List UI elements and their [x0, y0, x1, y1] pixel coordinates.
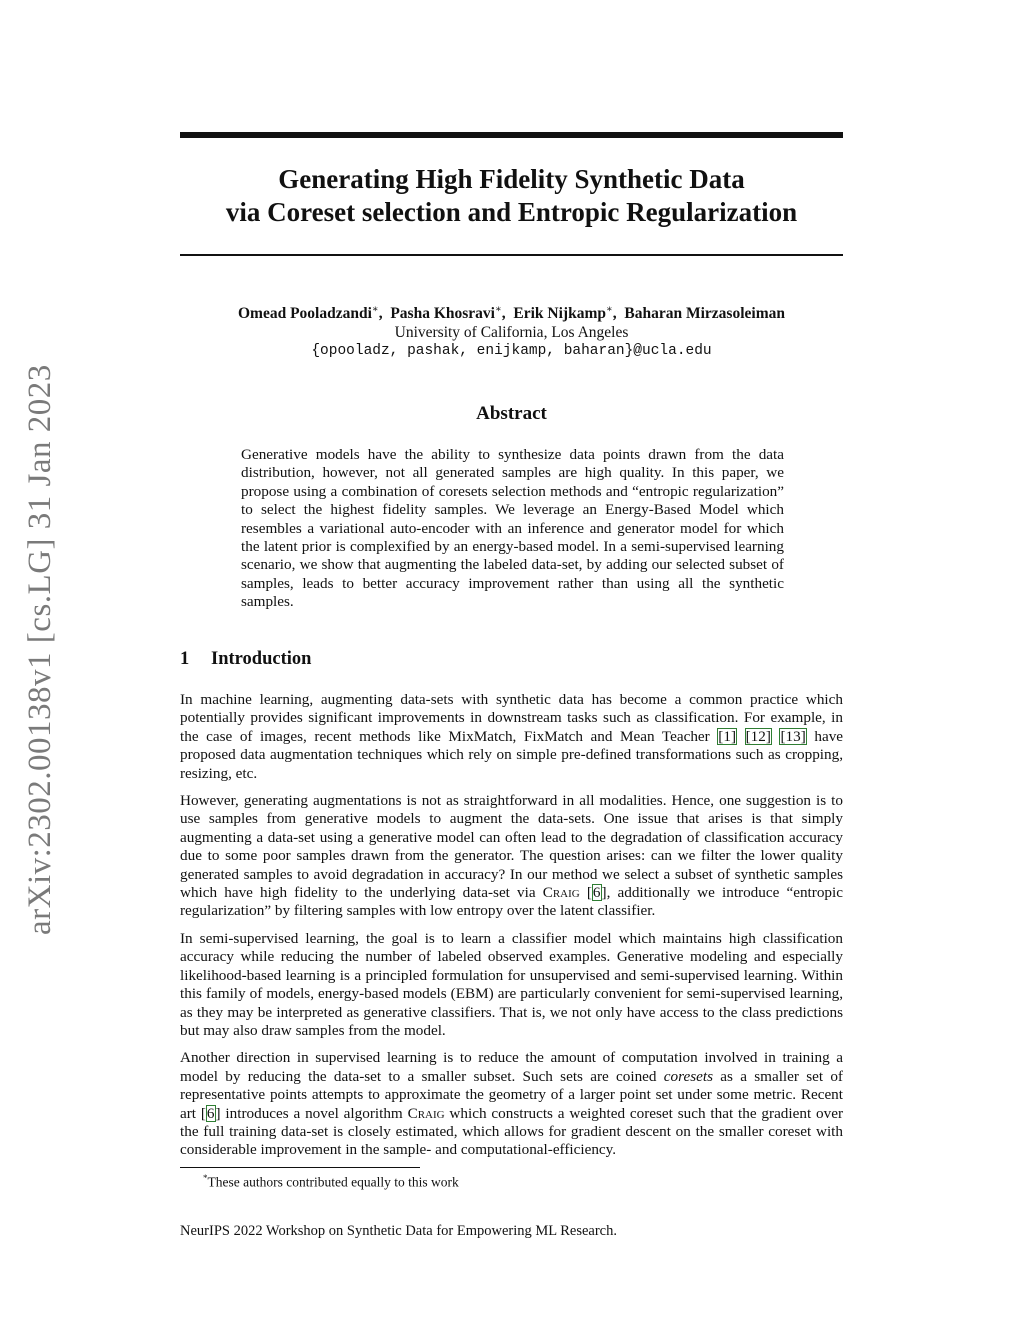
paragraph [180, 691, 843, 783]
author-list [180, 300, 843, 323]
paragraph-text: ] introduces a novel algorithm [215, 1104, 408, 1122]
equal-contribution-mark: ∗ [605, 304, 613, 315]
paragraph-text: have proposed data augmentation techniques which rely on simple pre-defined transformations such as cropping, resizing, etc. [180, 727, 844, 782]
paragraph-text: , additionally we introduce “entropic regularization” by filtering samples with low entropy over the latent classifier. [180, 884, 843, 920]
craig-method-name: Craig [407, 1104, 445, 1122]
paragraph-text: which constructs a weighted coreset such that the gradient over the full training data-set is closely estimated, which allows for gradient descent on the smaller coreset with considerable improvement in the sample- and computational-efficiency. [180, 1104, 843, 1159]
author-name: Baharan Mirzasoleiman [624, 305, 785, 323]
author-separator: , [378, 305, 383, 323]
author-name: Pasha Khosravi [390, 305, 495, 323]
equal-contribution-mark: ∗ [494, 304, 502, 315]
citation-link[interactable]: [12] [745, 727, 771, 745]
emphasis-coresets: coresets [663, 1067, 714, 1085]
author-separator: , [501, 305, 506, 323]
section-number: 1 [180, 649, 190, 669]
author-name: Omead Pooladzandi [237, 305, 372, 323]
paragraph-text: as a smaller set of representative points attempts to approximate the geometry of a larger point set under some metric. Recent art [ [180, 1067, 843, 1122]
paragraph: However, generating augmentations is not as straightforward in all modalities. Hence, one suggestion is to use samples from generative models to augment the data-sets. One issue that arises is that simply augmenting a data-set using a generative model can often lead to the degradation of classification accuracy due to some poor samples drawn from the generator. The question arises: can we filter the lower quality generated samples to avoid degradation in accuracy? In our method we select a subset of synthetic samples which have high fidelity to the underlying data-set via Craig [6], additionally we introduce “entropic regularization” by filtering samples with low entropy over the latent classifier. [180, 792, 843, 920]
author-block [180, 300, 843, 361]
arxiv-identifier: arXiv:2302.00138v1 [cs.LG] 31 Jan 2023 [22, 364, 58, 936]
equal-contribution-mark: ∗ [371, 304, 379, 315]
craig-method-name: Craig [542, 884, 580, 902]
paragraph: In semi-supervised learning, the goal is to learn a classifier model which maintains high classification accuracy while reducing the number of labeled observed examples. Generative modeling and especially likelihood-based learning is a principled formulation for unsupervised and semi-supervised learning. Within this family of models, energy-based models (EBM) are particularly convenient for semi-supervised learning, as they may be interpreted as generative classifiers. That is, we not only have access to the class predictions but may also draw samples from the model. [180, 929, 843, 1039]
venue-note: NeurIPS 2022 Workshop on Synthetic Data for Empowering ML Research. [180, 1223, 617, 1239]
author-name: Erik Nijkamp [513, 305, 606, 323]
abstract-heading: Abstract [476, 403, 547, 424]
title-bottom-rule [180, 254, 843, 256]
paragraph-text: In machine learning, augmenting data-sets with synthetic data has become a common practice which potentially provides significant improvements in downstream tasks such as classification. For example, in the case of images, recent methods like MixMatch, FixMatch and Mean Teacher [180, 691, 843, 745]
title-line-1: Generating High Fidelity Synthetic Data [278, 164, 745, 194]
paragraph-text: However, generating augmentations is not as straightforward in all modalities. Hence, one suggestion is to use samples from generative models to augment the data-sets. One issue that arises is that simply augmenting a data-set using a generative model can often lead to the degradation of classification accuracy due to some poor samples drawn from the generator. The question arises: can we filter the lower quality generated samples to avoid degradation in accuracy? In our method we select a subset of synthetic samples which have high fidelity to the underlying data-set via [180, 792, 843, 902]
citation-link[interactable]: [1] [718, 727, 737, 745]
author-separator: , [612, 305, 617, 323]
abstract-text: Generative models have the ability to synthesize data points drawn from the data distribution, however, not all generated samples are high quality. In this paper, we propose using a combination of coresets selection methods and “entropic regularization” to select the highest fidelity samples. We leverage an Energy-Based Model which resembles a variational auto-encoder with an inference and generator model for which the latent prior is complexified by an energy-based model. In a semi-supervised learning scenario, we show that augmenting the labeled data-set, by adding our selected subset of samples, leads to better accuracy improvement rather than using all the synthetic samples. [241, 446, 784, 611]
section-heading-introduction [180, 649, 311, 670]
paragraph-text: Another direction in supervised learning is to reduce the amount of computation involved in training a model by reducing the data-set to a smaller subset. Such sets are coined [180, 1049, 843, 1085]
introduction-body [180, 691, 843, 1169]
section-title: Introduction [211, 649, 312, 669]
affiliation: University of California, Los Angeles [394, 324, 629, 342]
title-top-rule [180, 132, 843, 138]
title-line-2: via Coreset selection and Entropic Regularization [225, 197, 798, 227]
paragraph [180, 1049, 843, 1159]
footnote [203, 1173, 459, 1191]
footnote-text: These authors contributed equally to this work [207, 1174, 459, 1190]
paper-title [180, 163, 843, 229]
citation-link[interactable]: [13] [780, 727, 806, 745]
author-emails[interactable]: {opooladz, pashak, enijkamp, baharan}@ucla.edu [311, 343, 712, 360]
footnote-rule [180, 1167, 420, 1168]
citation-link[interactable]: 6 [206, 1104, 215, 1122]
citation-link[interactable]: 6 [592, 884, 601, 902]
footnote-mark: * [203, 1173, 208, 1183]
